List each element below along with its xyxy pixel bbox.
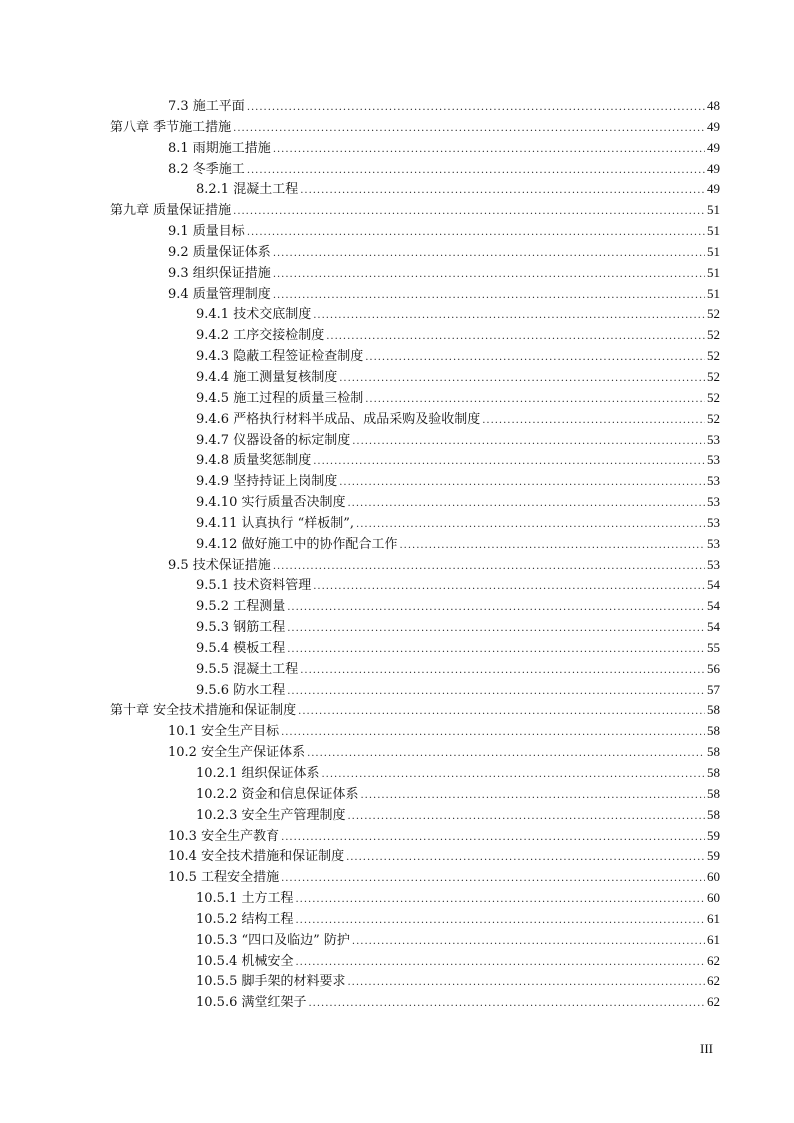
- toc-entry-title: 7.3 施工平面: [168, 99, 245, 114]
- toc-entry[interactable]: [110, 220, 720, 241]
- toc-dot-leader: [352, 436, 705, 447]
- toc-dot-leader: [287, 623, 705, 634]
- toc-entry[interactable]: [110, 970, 720, 991]
- toc-entry-page: 52: [707, 368, 720, 384]
- toc-entry-title: 10.3 安全生产教育: [168, 828, 280, 844]
- toc-dot-leader: [313, 310, 705, 321]
- toc-entry[interactable]: [110, 366, 720, 387]
- toc-entry[interactable]: [110, 804, 720, 825]
- toc-dot-leader: [247, 227, 705, 238]
- toc-entry[interactable]: [110, 512, 720, 533]
- toc-entry[interactable]: [110, 616, 720, 637]
- toc-entry-page: 51: [707, 223, 720, 239]
- toc-entry[interactable]: [110, 470, 720, 491]
- toc-entry-page: 58: [707, 702, 720, 718]
- toc-entry[interactable]: [110, 262, 720, 283]
- toc-entry[interactable]: [110, 574, 720, 595]
- toc-entry[interactable]: [110, 178, 720, 199]
- toc-dot-leader: [300, 185, 705, 196]
- toc-entry-page: 52: [707, 348, 720, 364]
- toc-entry[interactable]: [110, 595, 720, 616]
- toc-entry-title: 8.2.1 混凝土工程: [196, 182, 299, 198]
- toc-entry-page: 61: [707, 931, 720, 947]
- toc-entry[interactable]: [110, 95, 720, 116]
- toc-dot-leader: [347, 498, 705, 509]
- toc-dot-leader: [273, 269, 705, 280]
- toc-entry-title: 10.5.4 机械安全: [196, 953, 294, 969]
- toc-entry[interactable]: [110, 783, 720, 804]
- toc-dot-leader: [295, 894, 705, 905]
- toc-entry[interactable]: [110, 116, 720, 137]
- toc-entry-page: 49: [707, 118, 720, 134]
- toc-entry-title: 9.3 组织保证措施: [168, 265, 271, 281]
- toc-entry-page: 53: [707, 494, 720, 510]
- toc-entry[interactable]: [110, 845, 720, 866]
- toc-dot-leader: [281, 832, 705, 843]
- toc-dot-leader: [352, 936, 705, 947]
- toc-entry[interactable]: [110, 533, 720, 554]
- toc-entry-title: 9.5.1 技术资料管理: [196, 578, 312, 594]
- toc-dot-leader: [356, 519, 705, 530]
- toc-entry-title: 9.4.1 技术交底制度: [196, 307, 312, 323]
- toc-entry-page: 53: [707, 452, 720, 468]
- toc-entry-title: 9.4.7 仪器设备的标定制度: [196, 432, 351, 448]
- toc-entry[interactable]: [110, 658, 720, 679]
- toc-entry-title: 10.5.1 土方工程: [196, 891, 294, 907]
- toc-entry[interactable]: [110, 950, 720, 971]
- toc-dot-leader: [300, 665, 705, 676]
- toc-entry-page: 62: [707, 952, 720, 968]
- toc-entry[interactable]: [110, 679, 720, 700]
- toc-entry[interactable]: [110, 720, 720, 741]
- toc-entry-page: 49: [707, 160, 720, 176]
- toc-entry-page: 58: [707, 765, 720, 780]
- toc-entry-page: 48: [707, 98, 720, 113]
- toc-dot-leader: [347, 811, 705, 822]
- toc-entry-title: 10.4 安全技术措施和保证制度: [168, 849, 345, 865]
- table-of-contents: [110, 95, 720, 1012]
- toc-entry-title: 10.5.2 结构工程: [196, 911, 294, 927]
- toc-entry-title: 9.5.3 钢筋工程: [196, 620, 286, 636]
- toc-entry-title: 9.4.5 施工过程的质量三检制: [196, 390, 364, 406]
- toc-entry-title: 9.1 质量目标: [168, 224, 245, 240]
- toc-dot-leader: [281, 727, 705, 738]
- toc-dot-leader: [273, 290, 705, 301]
- toc-entry-page: 49: [707, 139, 720, 155]
- toc-entry[interactable]: [110, 762, 720, 783]
- toc-entry-title: 10.5 工程安全措施: [168, 870, 280, 886]
- toc-entry-page: 59: [707, 848, 720, 864]
- toc-entry-title: 8.1 雨期施工措施: [168, 140, 271, 156]
- toc-entry-title: 9.5.5 混凝土工程: [196, 661, 299, 677]
- toc-dot-leader: [295, 915, 705, 926]
- toc-entry-page: 58: [707, 744, 720, 760]
- toc-dot-leader: [298, 706, 705, 717]
- toc-entry-title: 9.4 质量管理制度: [168, 286, 271, 302]
- toc-entry-title: 9.4.2 工序交接检制度: [196, 328, 325, 344]
- toc-dot-leader: [247, 165, 705, 176]
- toc-dot-leader: [308, 998, 705, 1009]
- toc-entry[interactable]: [110, 637, 720, 658]
- toc-dot-leader: [273, 144, 705, 155]
- toc-entry-title: 第十章 安全技术措施和保证制度: [110, 703, 297, 719]
- toc-entry-page: 52: [707, 389, 720, 405]
- toc-entry-page: 53: [707, 514, 720, 530]
- toc-entry-title: 9.4.11 认真执行 “样板制”,: [196, 515, 355, 531]
- toc-entry-title: 10.2.2 资金和信息保证体系: [196, 786, 359, 802]
- toc-entry-title: 9.4.8 质量奖惩制度: [196, 453, 312, 469]
- toc-dot-leader: [281, 873, 705, 884]
- toc-dot-leader: [346, 852, 705, 863]
- toc-entry-page: 52: [707, 327, 720, 343]
- toc-dot-leader: [295, 957, 705, 968]
- toc-entry-title: 9.5.4 模板工程: [196, 640, 286, 656]
- toc-dot-leader: [339, 373, 705, 384]
- toc-dot-leader: [313, 456, 705, 467]
- toc-dot-leader: [307, 748, 705, 759]
- toc-entry[interactable]: [110, 429, 720, 450]
- toc-dot-leader: [287, 602, 705, 613]
- toc-dot-leader: [482, 415, 705, 426]
- toc-entry[interactable]: [110, 491, 720, 512]
- toc-entry-title: 9.4.3 隐蔽工程签证检查制度: [196, 349, 364, 365]
- toc-entry-page: 52: [707, 306, 720, 322]
- toc-entry-page: 51: [707, 264, 720, 280]
- toc-entry-page: 53: [707, 431, 720, 447]
- toc-entry[interactable]: [110, 241, 720, 262]
- toc-entry-page: 51: [707, 285, 720, 301]
- toc-entry-title: 9.5.6 防水工程: [196, 682, 286, 698]
- toc-entry-page: 53: [707, 535, 720, 551]
- toc-entry-page: 57: [707, 681, 720, 697]
- toc-entry[interactable]: [110, 158, 720, 179]
- toc-entry[interactable]: [110, 408, 720, 429]
- toc-entry[interactable]: [110, 908, 720, 929]
- page-number: III: [700, 1041, 713, 1056]
- toc-dot-leader: [321, 769, 705, 780]
- toc-entry[interactable]: [110, 699, 720, 720]
- toc-entry[interactable]: [110, 449, 720, 470]
- toc-dot-leader: [365, 352, 705, 363]
- toc-entry-title: 9.4.6 严格执行材料半成品、成品采购及验收制度: [196, 411, 481, 427]
- toc-entry-title: 第九章 质量保证措施: [110, 203, 232, 219]
- toc-entry-page: 59: [707, 827, 720, 843]
- toc-entry[interactable]: [110, 554, 720, 575]
- toc-entry[interactable]: [110, 866, 720, 887]
- toc-entry-page: 58: [707, 785, 720, 801]
- toc-entry[interactable]: [110, 199, 720, 220]
- toc-entry-page: 49: [707, 181, 720, 197]
- toc-entry-title: 10.2.1 组织保证体系: [196, 766, 320, 781]
- toc-dot-leader: [365, 394, 705, 405]
- toc-entry-page: 52: [707, 410, 720, 426]
- toc-entry[interactable]: [110, 887, 720, 908]
- toc-entry-page: 60: [707, 869, 720, 885]
- toc-entry-title: 9.2 质量保证体系: [168, 244, 271, 260]
- toc-entry[interactable]: [110, 825, 720, 846]
- toc-entry[interactable]: [110, 741, 720, 762]
- toc-dot-leader: [347, 977, 705, 988]
- toc-dot-leader: [233, 206, 705, 217]
- toc-entry-page: 56: [707, 660, 720, 676]
- toc-entry-page: 54: [707, 577, 720, 593]
- toc-entry-page: 61: [707, 910, 720, 926]
- toc-entry[interactable]: [110, 303, 720, 324]
- toc-dot-leader: [326, 331, 705, 342]
- toc-entry[interactable]: [110, 137, 720, 158]
- toc-dot-leader: [247, 102, 705, 113]
- toc-entry-title: 9.4.9 坚持持证上岗制度: [196, 474, 338, 490]
- toc-entry-page: 55: [707, 639, 720, 655]
- toc-entry-page: 58: [707, 806, 720, 822]
- toc-entry-page: 53: [707, 556, 720, 572]
- toc-dot-leader: [233, 123, 705, 134]
- toc-dot-leader: [273, 561, 705, 572]
- toc-entry[interactable]: [110, 345, 720, 366]
- toc-entry[interactable]: [110, 324, 720, 345]
- toc-entry[interactable]: [110, 387, 720, 408]
- toc-entry[interactable]: [110, 283, 720, 304]
- toc-entry[interactable]: [110, 929, 720, 950]
- toc-entry-page: 54: [707, 619, 720, 635]
- toc-entry-page: 62: [707, 973, 720, 989]
- toc-dot-leader: [313, 581, 705, 592]
- toc-entry-title: 8.2 冬季施工: [168, 161, 245, 177]
- toc-entry[interactable]: [110, 991, 720, 1012]
- toc-entry-page: 51: [707, 202, 720, 218]
- toc-entry-title: 10.5.3 “四口及临边” 防护: [196, 932, 350, 948]
- toc-entry-title: 10.2 安全生产保证体系: [168, 745, 306, 761]
- toc-entry-title: 9.4.10 实行质量否决制度: [196, 495, 346, 511]
- toc-entry-title: 10.2.3 安全生产管理制度: [196, 807, 346, 823]
- toc-dot-leader: [287, 644, 705, 655]
- toc-entry-title: 9.5.2 工程测量: [196, 599, 286, 615]
- toc-entry-title: 9.4.4 施工测量复核制度: [196, 369, 338, 385]
- toc-entry-title: 10.5.6 满堂红架子: [196, 995, 307, 1011]
- toc-entry-page: 62: [707, 994, 720, 1010]
- toc-dot-leader: [360, 790, 705, 801]
- toc-dot-leader: [287, 686, 705, 697]
- toc-dot-leader: [399, 540, 705, 551]
- toc-entry-page: 53: [707, 473, 720, 489]
- toc-dot-leader: [273, 248, 705, 259]
- toc-dot-leader: [339, 477, 705, 488]
- toc-entry-title: 第八章 季节施工措施: [110, 119, 232, 135]
- toc-entry-page: 58: [707, 723, 720, 739]
- toc-entry-page: 60: [707, 890, 720, 906]
- toc-entry-page: 54: [707, 598, 720, 614]
- toc-entry-title: 10.5.5 脚手架的材料要求: [196, 974, 346, 990]
- toc-entry-title: 9.4.12 做好施工中的协作配合工作: [196, 536, 398, 552]
- toc-entry-page: 51: [707, 243, 720, 259]
- toc-entry-title: 9.5 技术保证措施: [168, 557, 271, 573]
- toc-entry-title: 10.1 安全生产目标: [168, 724, 280, 740]
